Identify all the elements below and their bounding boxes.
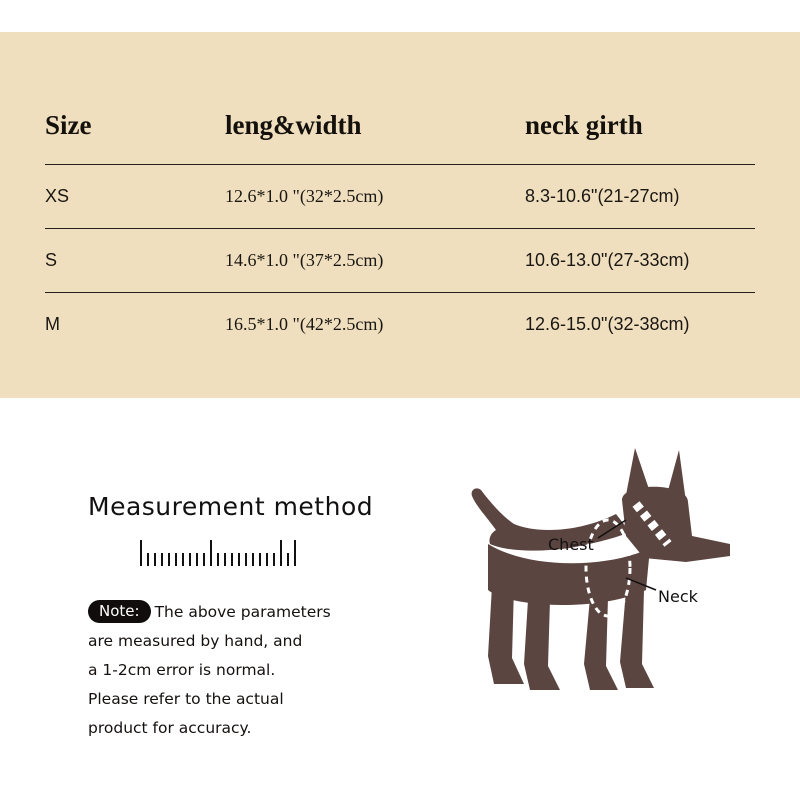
note-line-5: product for accuracy.: [88, 719, 252, 737]
table-row: [45, 229, 755, 293]
chest-label: Chest: [548, 535, 594, 554]
note-badge: Note:: [88, 600, 151, 623]
measurement-title: Measurement method: [88, 492, 374, 521]
table-row: [45, 165, 755, 229]
size-chart-panel: [0, 32, 800, 398]
ruler-icon: [140, 540, 296, 566]
note-line-2: are measured by hand, and: [88, 632, 303, 650]
size-chart-table: [45, 92, 755, 357]
column-header-neck-girth: neck girth: [525, 109, 643, 140]
cell-neck-girth: 10.6-13.0"(27-33cm): [525, 229, 755, 293]
cell-neck-girth: 8.3-10.6"(21-27cm): [525, 165, 755, 229]
table-row: [45, 293, 755, 357]
cell-neck-girth: 12.6-15.0"(32-38cm): [525, 293, 755, 357]
table-header-row: [45, 92, 755, 165]
column-header-size: Size: [45, 109, 92, 140]
dog-measurement-diagram: [430, 440, 760, 760]
table-header: [45, 92, 755, 165]
table-body: [45, 165, 755, 357]
note-line-3: a 1-2cm error is normal.: [88, 661, 276, 679]
cell-length-width: 12.6*1.0 "(32*2.5cm): [225, 165, 525, 229]
dog-silhouette-icon: [430, 440, 760, 760]
cell-length-width: 14.6*1.0 "(37*2.5cm): [225, 229, 525, 293]
cell-size: S: [45, 229, 225, 293]
cell-size: M: [45, 293, 225, 357]
cell-size: XS: [45, 165, 225, 229]
measurement-section: [0, 430, 800, 800]
note-line-1: The above parameters: [154, 603, 331, 621]
neck-label: Neck: [658, 587, 698, 606]
note-line-4: Please refer to the actual: [88, 690, 284, 708]
column-header-length-width: leng&width: [225, 109, 362, 140]
note-block: [88, 598, 388, 743]
cell-length-width: 16.5*1.0 "(42*2.5cm): [225, 293, 525, 357]
